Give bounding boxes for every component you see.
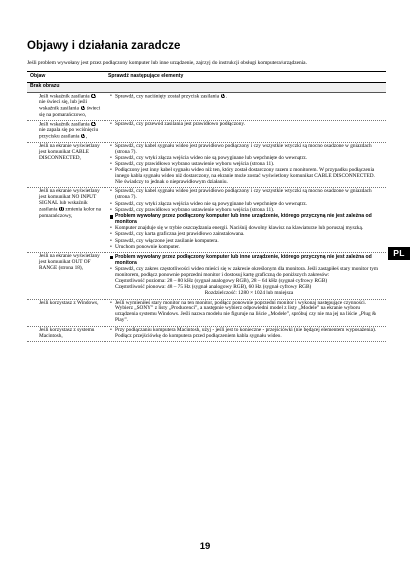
problem-cell: Jeśli wskaźnik zasilania nie świeci się, lub jeśli wskaźnik zasilania świeci się na pomarańczowo,: [27, 92, 105, 120]
solution-list: [110, 328, 383, 340]
problem-cell: Jeśli na ekranie wyświetlany jest komunikat CABLE DISCONNECTED,: [27, 142, 105, 188]
list-item: • Przy podłączaniu komputera Macintosh, użyj - jeśli jest to konieczne - przejściówki (nie będącej elementem wyposażenia). Podłącz przejściówkę do komputera przed podłączeniem kabla sygnału wideo.: [110, 328, 383, 340]
list-item: • Sprawdź, czy kabel sygnału wideo jest prawidłowo podłączony i czy wszystkie wtyczki są mocno osadzone w gniazdach (strona 7).: [110, 144, 383, 156]
list-item: • Jeśli wymieniłeś stary monitor na ten monitor, podłącz ponownie poprzedni monitor i wykonaj następujące czynności. Wybierz „SONY” z listy „Producenci”, a następnie wybierz odpowiedni model z listy „Modele” na ekranie wyboru urządzenia systemu Windows. Jeśli nazwa modelu nie figuruje na liście „Modele”, spróbuj czy nie ma jej na liście „Plug & Play”.: [110, 301, 383, 325]
solution-list: [110, 226, 383, 251]
section-row: [27, 82, 386, 92]
column-header-solution: Sprawdź następujące elementy: [105, 72, 386, 82]
list-item: • Sprawdź, czy włączone jest zasilanie komputera.: [110, 239, 383, 245]
frequency-line: Częstotliwość pozioma: 28 – 80 kHz (sygnał analogowy RGB), 28 – 64 kHz (sygnał cyfrowy RGB): [115, 277, 328, 284]
problem-cell: Jeśli na ekranie wyświetlany jest komunikat NO INPUT SIGNAL lub wskaźnik zasilania zmienia kolor na pomarańczowy,: [27, 188, 105, 253]
problem-cell: Jeśli korzystasz z systemu Macintosh,: [27, 326, 105, 341]
solution-cell: [105, 92, 386, 120]
solution-list: [110, 94, 383, 101]
list-item: • Sprawdź, czy prawidłowo wybrano ustawienie wyboru wejścia (strona 11).: [110, 162, 383, 168]
list-item: • Komputer znajduje się w trybie oszczędzania energii. Naciśnij dowolny klawisz na klawiaturze lub poruszaj myszką.: [110, 226, 383, 232]
frequency-line: Częstotliwość pionowa: 48 – 75 Hz (sygnał analogowy RGB), 60 Hz (sygnał cyfrowy RGB): [115, 283, 312, 290]
troubleshooting-table: [27, 72, 386, 342]
resolution-line: Rozdzielczość: 1280 × 1024 lub mniejsza: [204, 290, 294, 297]
subsection-heading: Problem wywołany przez podłączony komputer lub inne urządzenie, którego przyczyną nie jest zależna od monitora: [110, 255, 383, 267]
list-item: • Sprawdź, czy wtyki złącza wejścia wideo nie są powyginane lub wepchnięte do wewnątrz.: [110, 156, 383, 162]
problem-cell: Jeśli wskaźnik zasilania nie zapala się po wciśnięciu przycisku zasilania ,: [27, 120, 105, 142]
problem-cell: Jeśli na ekranie wyświetlany jest komunikat OUT OF RANGE (strona 18),: [27, 253, 105, 299]
list-item: • Sprawdź, czy wtyki złącza wejścia wideo nie są powyginane lub wepchnięte do wewnątrz.: [110, 202, 383, 208]
list-item: • Uruchom ponownie komputer.: [110, 245, 383, 251]
problem-cell: Jeśli korzystasz z Windows,: [27, 299, 105, 326]
subsection-heading: Problem wywołany przez podłączony komputer lub inne urządzenie, którego przyczyną nie jest zależna od monitora: [110, 214, 383, 226]
column-header-problem: Objaw: [27, 72, 105, 82]
solution-list: [110, 122, 383, 128]
section-title: Brak obrazu: [27, 82, 386, 92]
solution-list: [110, 144, 383, 186]
list-item: • Sprawdź, czy karta graficzna jest prawidłowo zainstalowana.: [110, 232, 383, 238]
power-icon: [91, 122, 95, 126]
solution-cell: [105, 188, 386, 253]
solution-list: [110, 267, 383, 297]
solution-list: [110, 301, 383, 325]
solution-cell: [105, 142, 386, 188]
power-icon: [221, 94, 225, 98]
language-tab: PL: [388, 247, 410, 260]
intro-text: Jeśli problem wywołany jest przez podłączony komputer lub inne urządzenie, zajrzyj do instrukcji obsługi komputera/urządzenia.: [27, 60, 307, 66]
table-row: [27, 253, 386, 299]
solution-cell: [105, 299, 386, 326]
list-item: • Sprawdź, czy naciśnięty został przycisk zasilania .: [110, 94, 383, 101]
table-row: [27, 188, 386, 253]
power-icon: [91, 94, 95, 98]
power-icon: [81, 106, 85, 110]
power-icon: [59, 207, 63, 211]
page-number: 19: [199, 541, 211, 552]
list-item: • Podłączony jest inny kabel sygnału wideo niż ten, który został dostarczony razem z monitorem. W przypadku podłączenia innego kabla sygnału wideo niż dostarczony, na ekranie może zostać wyświetlony komunikat CABLE DISCONNECTED. Nie świadczy to jednak o nieprawidłowym działaniu.: [110, 168, 383, 186]
table-row: [27, 120, 386, 142]
page-title: Objawy i działania zaradcze: [27, 40, 181, 52]
table-header-row: [27, 72, 386, 82]
table-row: [27, 142, 386, 188]
list-item: • Sprawdź, czy prawidłowo wybrano ustawienie wyboru wejścia (strona 11).: [110, 208, 383, 214]
solution-cell: [105, 253, 386, 299]
table-row: [27, 92, 386, 120]
solution-cell: [105, 326, 386, 341]
list-item: • Sprawdź, czy zakres częstotliwości wideo mieści się w zakresie określonym dla monitora. Jeśli zastąpiłeś stary monitor tym monitorem, podłącz ponownie poprzedni monitor i dostosuj kartę graficzną do poniższych zakresów:: [110, 267, 383, 279]
power-icon: [81, 134, 85, 138]
list-item: • Sprawdź, czy przewód zasilania jest prawidłowo podłączony.: [110, 122, 383, 128]
list-item: • Sprawdź, czy kabel sygnału wideo jest prawidłowo podłączony i czy wszystkie wtyczki są mocno osadzone w gniazdach (strona 7).: [110, 189, 383, 201]
solution-cell: [105, 120, 386, 142]
table-row: [27, 299, 386, 326]
solution-list: [110, 189, 383, 213]
table-row: [27, 326, 386, 341]
